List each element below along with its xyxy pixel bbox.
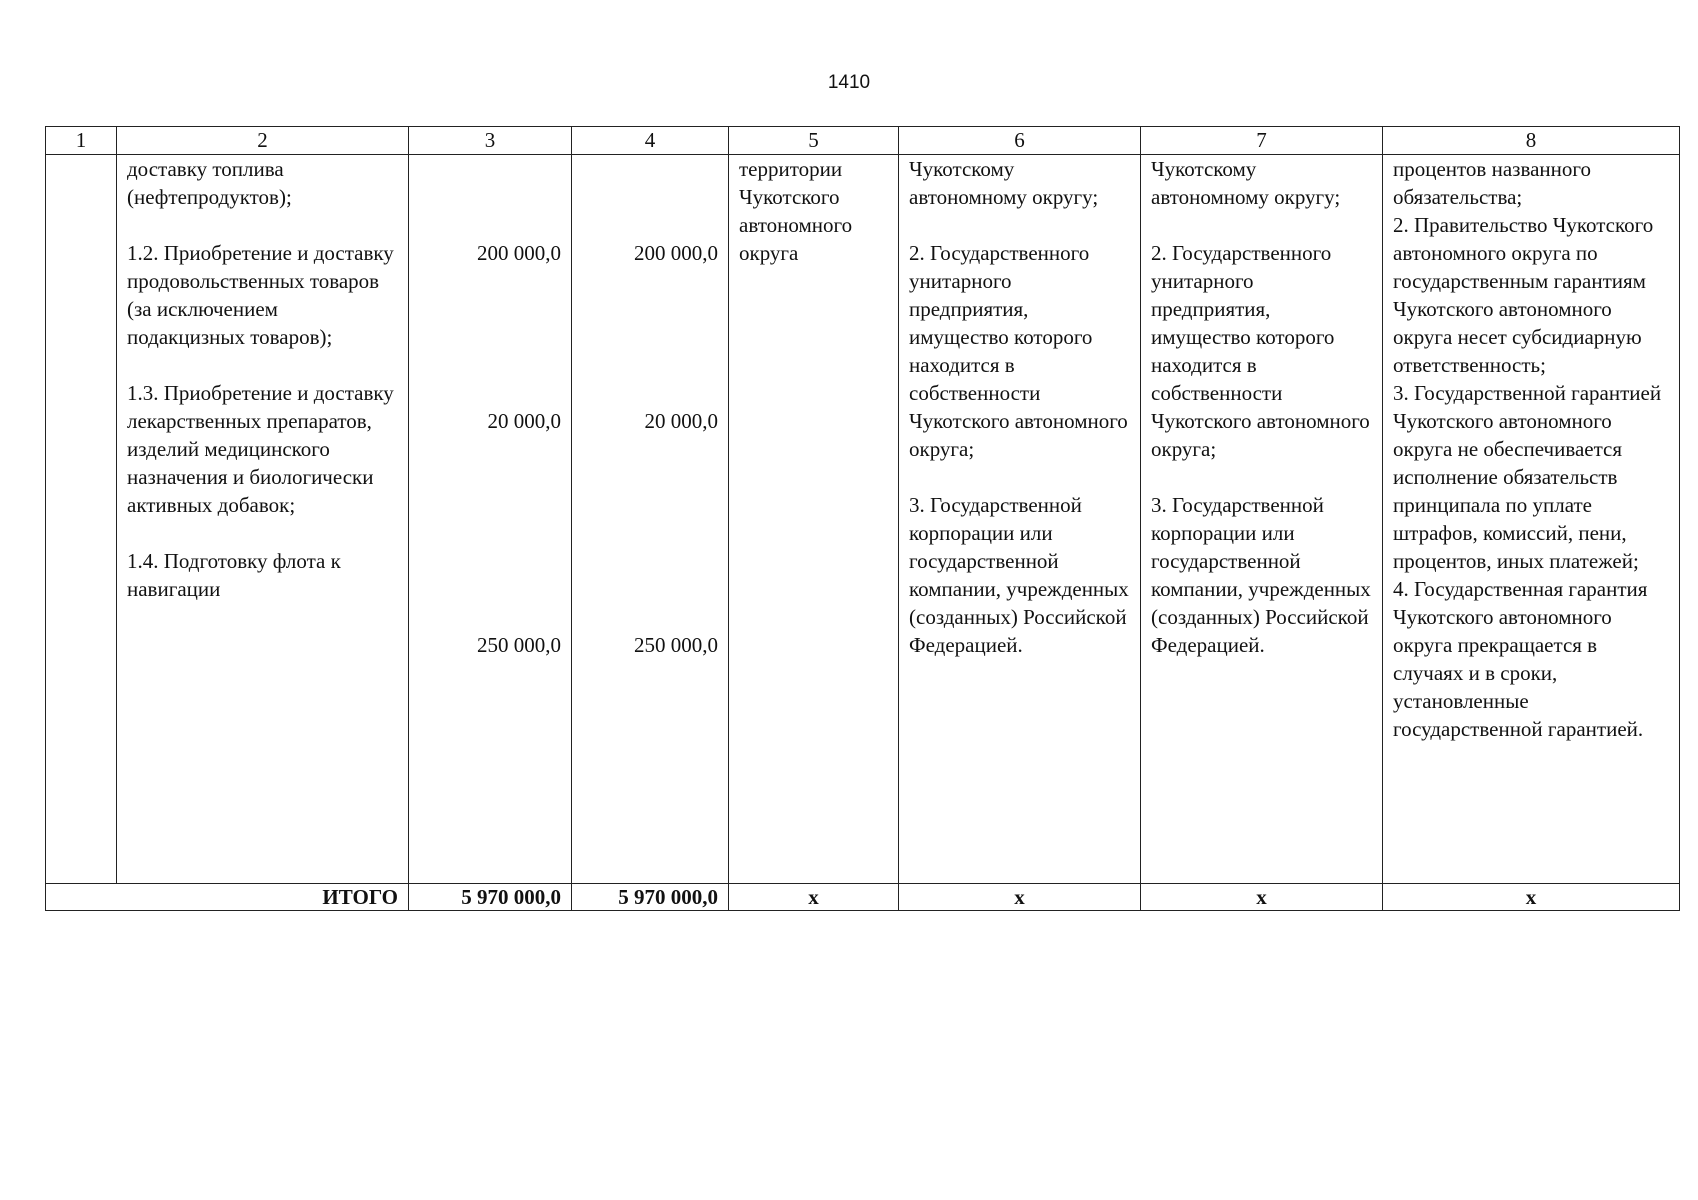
- amount-1-3-col4: 20 000,0: [644, 409, 718, 433]
- amount-1-3-col3: 20 000,0: [487, 409, 561, 433]
- item-1-2-text: 1.2. Приобретение и доставку продовольственных товаров (за исключением подакцизных товаров);: [127, 241, 394, 349]
- col7-para-2: 2. Государственного унитарного предприятия, имущество которого находится в собственности Чукотского автономного округа;: [1151, 241, 1370, 461]
- cell-col-2: [117, 155, 409, 884]
- col6-para-1: Чукотскому автономному округу;: [909, 157, 1099, 209]
- item-1-3-text: 1.3. Приобретение и доставку лекарственных препаратов, изделий медицинского назначения и биологически активных добавок;: [127, 381, 394, 517]
- total-col-8: x: [1383, 884, 1680, 911]
- amount-1-2-col4: 200 000,0: [634, 241, 718, 265]
- cell-col-6: [899, 155, 1141, 884]
- col6-para-2: 2. Государственного унитарного предприятия, имущество которого находится в собственности Чукотского автономного округа;: [909, 241, 1128, 461]
- page-number: 1410: [827, 72, 871, 93]
- header-row: [46, 127, 1680, 155]
- header-col-8: 8: [1383, 127, 1680, 155]
- territory-text: территории Чукотского автономного округа: [739, 157, 853, 265]
- header-col-3: 3: [409, 127, 572, 155]
- header-col-2: 2: [117, 127, 409, 155]
- cell-col-3: [409, 155, 572, 884]
- col8-para-2: 2. Правительство Чукотского автономного округа по государственным гарантиям Чукотского автономного округа несет субсидиарную ответственность;: [1393, 213, 1654, 377]
- total-col-4: 5 970 000,0: [572, 884, 729, 911]
- amount-1-4-col3: 250 000,0: [477, 633, 561, 657]
- cell-col-4: [572, 155, 729, 884]
- total-col-7: x: [1141, 884, 1383, 911]
- col7-para-1: Чукотскому автономному округу;: [1151, 157, 1341, 209]
- header-col-6: 6: [899, 127, 1141, 155]
- col8-para-3: 3. Государственной гарантией Чукотского автономного округа не обеспечивается исполнение обязательств принципала по уплате штрафов, комиссий, пени, процентов, иных платежей;: [1393, 381, 1662, 573]
- cell-col-8: [1383, 155, 1680, 884]
- total-row: [46, 884, 1680, 911]
- amount-1-4-col4: 250 000,0: [634, 633, 718, 657]
- col7-para-3: 3. Государственной корпорации или государственной компании, учрежденных (созданных) Российской Федерацией.: [1151, 493, 1371, 657]
- total-label: ИТОГО: [46, 884, 409, 911]
- total-col-5: x: [729, 884, 899, 911]
- cell-col-7: [1141, 155, 1383, 884]
- amount-1-2-col3: 200 000,0: [477, 241, 561, 265]
- header-col-1: 1: [46, 127, 117, 155]
- total-col-3: 5 970 000,0: [409, 884, 572, 911]
- header-col-5: 5: [729, 127, 899, 155]
- item-fuel-text: доставку топлива (нефтепродуктов);: [127, 157, 292, 209]
- header-col-7: 7: [1141, 127, 1383, 155]
- budget-table: [45, 126, 1680, 911]
- col8-para-4: 4. Государственная гарантия Чукотского автономного округа прекращается в случаях и в сроки, установленные государственной гарантией.: [1393, 577, 1648, 741]
- table-row: [46, 155, 1680, 884]
- cell-col-1: [46, 155, 117, 884]
- col6-para-3: 3. Государственной корпорации или государственной компании, учрежденных (созданных) Российской Федерацией.: [909, 493, 1129, 657]
- total-col-6: x: [899, 884, 1141, 911]
- header-col-4: 4: [572, 127, 729, 155]
- cell-col-5: [729, 155, 899, 884]
- item-1-4-text: 1.4. Подготовку флота к навигации: [127, 549, 341, 601]
- col8-para-1: процентов названного обязательства;: [1393, 157, 1591, 209]
